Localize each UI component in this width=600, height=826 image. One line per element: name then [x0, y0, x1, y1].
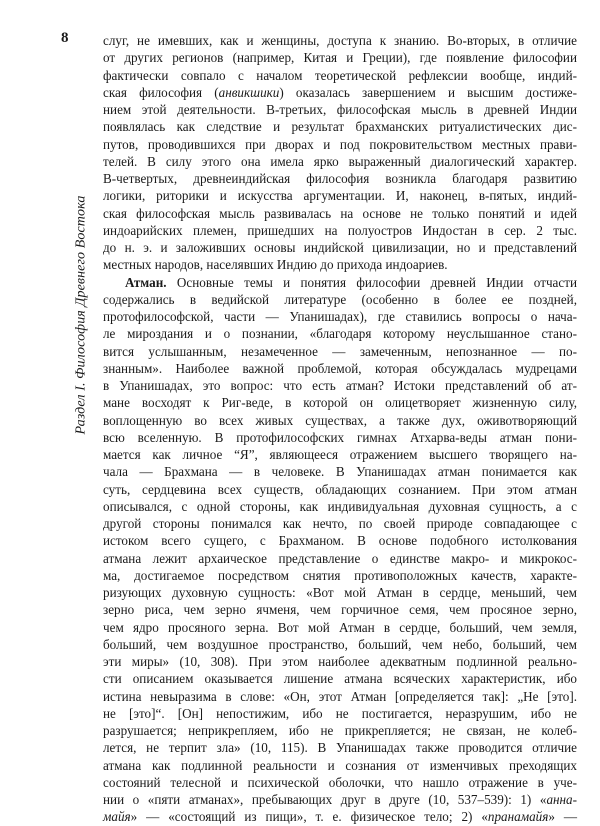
- text-segment: ле мироздания и о познании, «благодаря которому неуслышанное стано-: [103, 326, 577, 342]
- running-header-container: [58, 95, 106, 535]
- text-line: [103, 291, 577, 308]
- text-segment: суть, сердцевина всех существ, обладающих сознанием. При этом атман: [103, 481, 577, 497]
- text-segment: мане восходят к Риг-веде, в которой он олицетворяет жизненную силу,: [103, 395, 577, 411]
- text-segment: всю вселенную. В протофилософских гимнах Атхарва-веды атман пони-: [103, 429, 577, 445]
- text-segment: сти описанием оказывается лишение атмана всяческих характеристик, ибо: [103, 671, 577, 687]
- text-segment: индоарийских племен, пришедших на полуостров Индостан в сер. 2 тыс.: [103, 222, 577, 238]
- text-segment: чем ядро просяного зерна. Вот мой Атман в сердце, больший, чем земля,: [103, 619, 577, 635]
- text-segment: от других регионов (например, Китая и Греции), где появление философии: [103, 50, 577, 66]
- text-line: [103, 498, 577, 515]
- text-segment: атмана как подлинной реальности и сознания от изменчивых преходящих: [103, 757, 577, 773]
- text-line: [103, 325, 577, 342]
- italic-term: майя: [103, 809, 131, 825]
- text-segment: появлялась как следствие и результат брахманских ритуалистических дис-: [103, 119, 577, 135]
- text-segment: ская философская мысль развивалась на основе не только понятий и идей: [103, 205, 577, 221]
- text-segment: истоком всего сущего, с Брахманом. В основе подобного истолкования: [103, 533, 577, 549]
- text-line: [103, 429, 577, 446]
- text-line: [103, 205, 577, 222]
- text-line: [103, 463, 577, 480]
- text-line: [103, 394, 577, 411]
- text-segment: телей. В силу этого она имела ярко выраженный диалогический характер.: [103, 153, 577, 169]
- text-line: [103, 584, 577, 601]
- text-segment: знанным». Наиболее важной проблемой, которая обсуждалась мудрецами: [103, 360, 577, 376]
- text-line: [103, 567, 577, 584]
- text-line: [103, 136, 577, 153]
- text-line: [103, 722, 577, 739]
- text-segment: ма, достигаемое посредством снятия противоположных качеств, характе-: [103, 567, 577, 583]
- text-segment: больший, чем воздушное пространство, больший, чем небо, больший, чем: [103, 636, 577, 652]
- text-line: [103, 653, 577, 670]
- text-segment: » —: [548, 809, 577, 825]
- text-line: [103, 377, 577, 394]
- text-line: [103, 619, 577, 636]
- paragraph: [103, 32, 577, 274]
- text-line: [103, 688, 577, 705]
- text-segment: другой стороны понимался как нечто, по своей природе совпадающее с: [103, 516, 577, 531]
- text-segment: вится услышанным, незамеченное — замеченным, непознанное — по-: [103, 343, 577, 359]
- text-segment: эти миры» (10, 308). При этом наиболее адекватным подлинной реально-: [103, 654, 577, 669]
- text-segment: логики, риторики и искусства аргументации. И, наконец, в-пятых, индий-: [103, 188, 577, 204]
- text-line: [103, 343, 577, 360]
- text-line: [103, 550, 577, 567]
- text-segment: Основные темы и понятия философии древней Индии отчасти: [166, 274, 577, 290]
- text-segment: местных народов, населявших Индию до прихода индоариев.: [103, 257, 448, 273]
- text-segment: до н. э. и заложивших основы индийской цивилизации, но и представлений: [103, 240, 577, 255]
- text-line: [103, 49, 577, 66]
- text-line: [103, 705, 577, 722]
- text-line: [103, 791, 577, 808]
- text-line: [103, 256, 577, 273]
- body-text: [103, 32, 577, 826]
- text-line: [103, 601, 577, 618]
- text-segment: зерно риса, чем зерно ячменя, чем горчичное семя, чем просяное зерно,: [103, 602, 577, 618]
- text-line: [103, 446, 577, 463]
- text-segment: ская философия (: [103, 84, 219, 100]
- text-segment: разрушается; неприкрепляем, ибо не прикрепляется; не связан, не колеб-: [103, 723, 577, 738]
- text-line: [103, 757, 577, 774]
- text-segment: » — «состоящий из пищи», т. е. физическое тело; 2) «: [130, 809, 488, 825]
- page-number: 8: [61, 30, 69, 46]
- text-line: [103, 187, 577, 204]
- text-line: [103, 481, 577, 498]
- text-line: [103, 360, 577, 377]
- text-line: [103, 670, 577, 687]
- text-line: [103, 636, 577, 653]
- italic-term: пранамайя: [487, 809, 549, 825]
- text-segment: состояний телесной и психической оболочки, что нашло отражение в уче-: [103, 774, 577, 790]
- text-segment: чала — Брахмана — в человеке. В Упанишадах атман понимается как: [103, 464, 577, 480]
- text-line: [103, 84, 577, 101]
- text-segment: путов, проводившихся при дворах и под покровительством местных прави-: [103, 136, 577, 152]
- text-line: [103, 739, 577, 756]
- text-line: [103, 308, 577, 325]
- text-segment: В-четвертых, древнеиндийская философия возникла благодаря развитию: [103, 171, 577, 186]
- paragraph: [103, 274, 577, 826]
- text-line: [103, 774, 577, 791]
- text-segment: не [это]“. [Он] непостижим, ибо не постигается, неразрушим, ибо не: [103, 705, 577, 721]
- text-segment: описывался, с одной стороны, как индивидуальная духовная сущность, а с: [103, 498, 577, 514]
- text-segment: атмана лежит архаическое представление о единстве макро- и микрокос-: [103, 550, 577, 566]
- text-segment: ) оказалась завершением и высшим достиже-: [279, 84, 577, 100]
- italic-term: анвикшики: [218, 84, 280, 100]
- text-line: [103, 222, 577, 239]
- text-line: [103, 239, 577, 256]
- text-segment: ризующих духовную сущность: «Вот мой Атман в сердце, меньший, чем: [103, 585, 577, 600]
- text-line: [103, 515, 577, 532]
- text-segment: фактически совпало с началом теоретической рефлексии вообще, индий-: [103, 67, 577, 83]
- text-line: [103, 153, 577, 170]
- text-segment: протофилософской, части — Упанишадах), где ставились вопросы о нача-: [103, 309, 577, 324]
- text-line: [103, 170, 577, 187]
- text-line: [103, 532, 577, 549]
- text-segment: истина невыразима в слове: «Он, этот Атман [определяется так]: „Не [это].: [103, 688, 577, 704]
- text-segment: воплощенную во всех живых существах, а также дух, оживотворяющий: [103, 412, 577, 428]
- italic-term: анна-: [546, 792, 577, 807]
- text-line: [103, 118, 577, 135]
- text-line: [103, 808, 577, 825]
- text-segment: нием этой деятельности. В-третьих, философская мысль в древней Индии: [103, 102, 577, 117]
- text-segment: содержались в ведийской литературе (особенно в более ее поздней,: [103, 291, 577, 307]
- section-heading: Атман.: [125, 274, 167, 290]
- text-line: [103, 67, 577, 84]
- text-line: [103, 274, 577, 291]
- text-segment: нии о «пяти атманах», пребывающих друг в друге (10, 537–539): 1) «: [103, 792, 547, 807]
- text-segment: в Упанишадах, это вопрос: что есть атман? Истоки представлений об ат-: [103, 378, 577, 393]
- text-segment: слуг, не имевших, как и женщины, доступа к знанию. Во-вторых, в отличие: [103, 33, 577, 48]
- text-line: [103, 32, 577, 49]
- text-segment: лется, не терпит зла» (10, 115). В Упанишадах также проводится отличие: [103, 740, 577, 756]
- text-segment: мается как личное “Я”, являющееся отражением высшего творящего на-: [103, 447, 577, 462]
- text-line: [103, 412, 577, 429]
- text-line: [103, 101, 577, 118]
- running-header: Раздел I. Философия Древнего Востока: [74, 195, 89, 435]
